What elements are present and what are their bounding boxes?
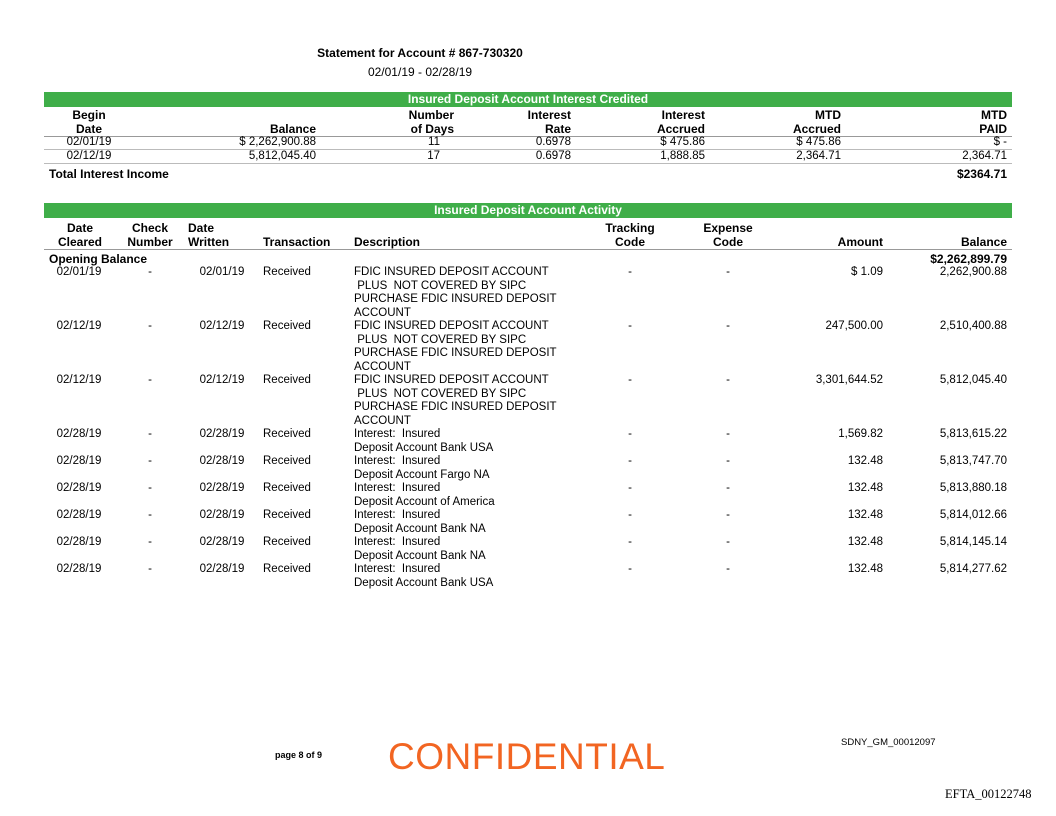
col-rate-line2: Rate [544,122,571,136]
col-mtd-accrued-line2: Accrued [792,122,841,136]
row-date-written: 02/28/19 [199,455,245,467]
col-expense-line2: Code [713,235,743,249]
row-transaction: Received [263,374,311,386]
row-date-cleared: 02/01/19 [56,266,102,278]
row-date-written: 02/28/19 [199,482,245,494]
row-tracking-code: - [628,320,632,332]
row-description-line: PURCHASE FDIC INSURED DEPOSIT [354,401,557,413]
col-description-line1 [354,221,474,235]
row-description-line: Interest: Insured [354,563,441,575]
row-description-line: FDIC INSURED DEPOSIT ACCOUNT [354,266,549,278]
col-rate-line1: Interest [527,108,571,122]
interest-rate: 0.6978 [535,136,571,148]
row-description [354,563,574,590]
interest-mtd-accrued: $ 475.86 [796,136,841,148]
col-date-written [188,221,244,249]
col-accrued-line2: Accrued [656,122,705,136]
col-mtd-accrued-line1: MTD [815,108,841,122]
col-balance-line2: Balance [269,122,316,136]
row-expense-code: - [726,266,730,278]
row-balance: 5,814,277.62 [939,563,1007,575]
row-description-line: PURCHASE FDIC INSURED DEPOSIT [354,347,557,359]
row-date-written: 02/28/19 [199,536,245,548]
row-description-line: ACCOUNT [354,306,411,319]
col-check-line2: Number [127,235,173,249]
col-mtd-accrued [761,108,841,136]
confidential-stamp: CONFIDENTIAL [388,736,666,777]
row-date-cleared: 02/28/19 [56,455,102,467]
col-mtd-paid-line2: PAID [979,122,1007,136]
row-description [354,374,574,428]
col-amount [783,221,883,249]
row-date-written: 02/12/19 [199,320,245,332]
col-tracking-line2: Code [615,235,645,249]
interest-mtd-accrued: 2,364.71 [796,150,841,162]
row-description-line: Interest: Insured [354,509,441,521]
col-tracking-code [596,221,664,249]
total-interest-label: Total Interest Income [49,167,169,181]
col-check-line1: Check [131,221,169,235]
row-balance: 2,510,400.88 [939,320,1007,332]
col-transaction-line2: Transaction [263,235,331,249]
row-date-written: 02/28/19 [199,563,245,575]
row-date-written: 02/12/19 [199,374,245,386]
row-description [354,266,574,320]
col-accrued-line1: Interest [661,108,705,122]
col-days-line1: Number [408,108,454,122]
interest-row-divider [44,163,1012,164]
col-activity-balance-line1 [907,221,1007,235]
row-tracking-code: - [628,482,632,494]
col-date-written-line2: Written [188,235,230,249]
interest-mtd-paid: 2,364.71 [962,150,1007,162]
row-amount: 132.48 [847,455,883,467]
total-interest-value: $2364.71 [956,167,1007,181]
row-description-line: Interest: Insured [354,455,441,467]
col-number-of-days [374,108,454,136]
row-description-line: Interest: Insured [354,428,441,440]
row-check-number: - [148,266,152,278]
col-begin-line2: Date [75,122,102,136]
col-mtd-paid-line1: MTD [981,108,1007,122]
row-tracking-code: - [628,428,632,440]
row-transaction: Received [263,266,311,278]
col-amount-line2: Amount [837,235,883,249]
row-balance: 5,813,880.18 [939,482,1007,494]
row-check-number: - [148,482,152,494]
row-expense-code: - [726,536,730,548]
row-description-line: ACCOUNT [354,414,411,427]
col-balance [907,221,1007,249]
row-check-number: - [148,509,152,521]
row-check-number: - [148,428,152,440]
interest-rate: 0.6978 [535,150,571,162]
col-amount-line1 [783,221,883,235]
row-balance: 5,814,145.14 [939,536,1007,548]
row-check-number: - [148,374,152,386]
row-amount: 247,500.00 [825,320,883,332]
interest-accrued: 1,888.85 [660,150,705,162]
row-check-number: - [148,536,152,548]
row-expense-code: - [726,563,730,575]
col-days-line2: of Days [410,122,454,136]
row-description-line: PURCHASE FDIC INSURED DEPOSIT [354,293,557,305]
col-balance-line1 [216,108,316,122]
interest-accrued: $ 475.86 [660,136,705,148]
row-description-line: ACCOUNT [354,360,411,373]
col-tracking-line1: Tracking [605,221,655,235]
row-date-cleared: 02/12/19 [56,374,102,386]
row-date-cleared: 02/28/19 [56,563,102,575]
row-tracking-code: - [628,536,632,548]
row-check-number: - [148,563,152,575]
interest-section-header: Insured Deposit Account Interest Credited [44,92,1012,107]
page-number: page 8 of 9 [275,750,323,760]
row-tracking-code: - [628,509,632,521]
row-expense-code: - [726,320,730,332]
row-tracking-code: - [628,455,632,467]
row-expense-code: - [726,482,730,494]
opening-balance-value: $2,262,899.79 [930,252,1007,266]
row-description-line: Deposit Account Bank USA [354,576,494,589]
interest-days: 11 [428,136,440,148]
col-balance [216,108,316,136]
row-date-cleared: 02/28/19 [56,428,102,440]
interest-date: 02/12/19 [66,150,112,162]
row-date-cleared: 02/28/19 [56,536,102,548]
row-date-written: 02/01/19 [199,266,245,278]
row-transaction: Received [263,536,311,548]
row-description-line: Interest: Insured [354,482,441,494]
row-date-cleared: 02/28/19 [56,482,102,494]
col-interest-accrued [625,108,705,136]
opening-balance-label: Opening Balance [49,252,148,266]
interest-days: 17 [427,150,440,162]
interest-mtd-paid: $ - [993,136,1007,148]
col-description [354,221,474,249]
row-description [354,509,574,536]
row-description-line: FDIC INSURED DEPOSIT ACCOUNT [354,320,549,332]
col-date-cleared [54,221,106,249]
col-description-line2: Description [354,235,421,249]
row-date-written: 02/28/19 [199,428,245,440]
row-description-line: FDIC INSURED DEPOSIT ACCOUNT [354,374,549,386]
row-balance: 5,813,615.22 [939,428,1007,440]
row-description-line: Interest: Insured [354,536,441,548]
row-amount: 3,301,644.52 [815,374,883,386]
col-date-cleared-line1: Date [66,221,93,235]
row-amount: 132.48 [847,563,883,575]
interest-balance: $ 2,262,900.88 [239,136,316,148]
row-expense-code: - [726,509,730,521]
row-tracking-code: - [628,563,632,575]
row-transaction: Received [263,428,311,440]
interest-balance: 5,812,045.40 [248,150,316,162]
row-date-cleared: 02/12/19 [56,320,102,332]
row-description [354,428,574,455]
col-transaction-line1 [263,221,343,235]
col-begin-line1: Begin [72,108,106,122]
row-date-cleared: 02/28/19 [56,509,102,521]
row-transaction: Received [263,455,311,467]
row-description-line: Deposit Account Bank USA [354,441,494,454]
row-date-written: 02/28/19 [199,509,245,521]
row-amount: 132.48 [847,509,883,521]
row-check-number: - [148,320,152,332]
row-balance: 5,814,012.66 [939,509,1007,521]
row-transaction: Received [263,320,311,332]
row-tracking-code: - [628,266,632,278]
row-description [354,482,574,509]
row-description-line: PLUS NOT COVERED BY SIPC [354,387,527,400]
row-amount: $ 1.09 [851,266,883,278]
row-expense-code: - [726,428,730,440]
col-expense-code [694,221,762,249]
row-amount: 132.48 [847,536,883,548]
col-transaction [263,221,343,249]
col-expense-line1: Expense [703,221,753,235]
interest-date: 02/01/19 [66,136,112,148]
row-balance: 5,812,045.40 [939,374,1007,386]
row-amount: 132.48 [847,482,883,494]
col-date-written-line1: Date [188,221,215,235]
statement-period: 02/01/19 - 02/28/19 [367,65,473,79]
row-tracking-code: - [628,374,632,386]
row-transaction: Received [263,509,311,521]
row-balance: 2,262,900.88 [939,266,1007,278]
row-amount: 1,569.82 [838,428,883,440]
row-description-line: Deposit Account Fargo NA [354,468,490,481]
bates-number: SDNY_GM_00012097 [841,737,936,748]
row-description-line: Deposit Account Bank NA [354,522,486,535]
efta-number: EFTA_00122748 [945,787,1032,801]
activity-header-divider [44,249,1012,250]
statement-title: Statement for Account # 867-730320 [317,46,523,60]
row-description-line: Deposit Account Bank NA [354,549,486,562]
row-description-line: PLUS NOT COVERED BY SIPC [354,279,527,292]
row-transaction: Received [263,482,311,494]
row-check-number: - [148,455,152,467]
col-begin-date [64,108,114,136]
row-balance: 5,813,747.70 [939,455,1007,467]
row-description-line: Deposit Account of America [354,495,495,508]
col-interest-rate [491,108,571,136]
row-description [354,320,574,374]
row-description [354,455,574,482]
col-mtd-paid [927,108,1007,136]
row-expense-code: - [726,374,730,386]
activity-section-header: Insured Deposit Account Activity [44,203,1012,218]
row-description [354,536,574,563]
col-activity-balance-line2: Balance [960,235,1007,249]
col-date-cleared-line2: Cleared [57,235,103,249]
row-expense-code: - [726,455,730,467]
row-transaction: Received [263,563,311,575]
col-check-number [124,221,176,249]
row-description-line: PLUS NOT COVERED BY SIPC [354,333,527,346]
